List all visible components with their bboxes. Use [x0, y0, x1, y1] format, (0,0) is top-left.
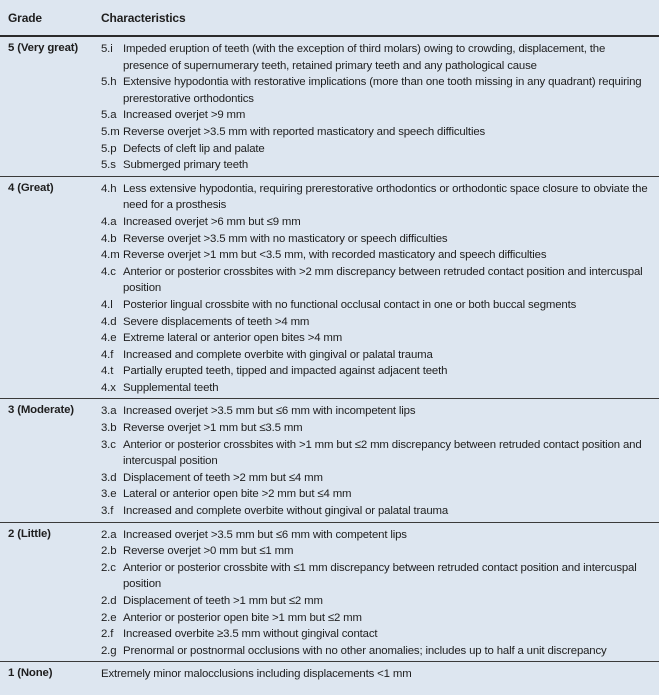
item-code: 4.b [101, 232, 117, 245]
item-text: Increased and complete overbite with gingival or palatal trauma [123, 348, 433, 361]
item-code: 2.e [101, 611, 117, 624]
item-text: Lateral or anterior open bite >2 mm but ≤4 mm [123, 488, 352, 501]
list-item [101, 74, 653, 107]
list-item [101, 124, 653, 141]
item-code: 5.s [101, 159, 116, 172]
list-item [101, 231, 653, 248]
item-code: 2.g [101, 644, 117, 657]
item-code: 4.m [101, 249, 120, 262]
list-item [101, 347, 653, 364]
list-item [101, 181, 653, 214]
item-code: 4.d [101, 315, 117, 328]
item-text: Increased and complete overbite without gingival or palatal trauma [123, 505, 449, 518]
item-text: Severe displacements of teeth >4 mm [123, 315, 310, 328]
characteristics-cell [101, 527, 659, 660]
list-item [101, 593, 653, 610]
list-item [101, 314, 653, 331]
item-code: 4.h [101, 182, 117, 195]
item-code: 3.b [101, 422, 117, 435]
item-text: Prenormal or postnormal occlusions with no other anomalies; includes up to half a unit discrepancy [123, 644, 607, 657]
list-item [101, 247, 653, 264]
list-item [101, 214, 653, 231]
list-item [101, 107, 653, 124]
grade-label: 5 (Very great) [8, 42, 79, 54]
grade-row-5 [0, 37, 659, 177]
item-text: Extreme lateral or anterior open bites >4 mm [123, 332, 343, 345]
item-code: 4.x [101, 381, 116, 394]
item-text: Increased overjet >6 mm but ≤9 mm [123, 215, 301, 228]
item-text: Anterior or posterior crossbites with >1 mm but ≤2 mm discrepancy between retruded contact position and intercuspal position [123, 438, 642, 468]
item-text: Reverse overjet >0 mm but ≤1 mm [123, 545, 294, 558]
list-item [101, 363, 653, 380]
item-text: Increased overbite ≥3.5 mm without gingival contact [123, 628, 378, 641]
grade-label: 1 (None) [8, 667, 53, 680]
item-code: 2.f [101, 628, 114, 641]
item-code: 2.b [101, 545, 117, 558]
item-code: 4.e [101, 332, 117, 345]
grade-row-4 [0, 177, 659, 400]
characteristics-cell [101, 41, 659, 174]
item-code: 5.p [101, 142, 117, 155]
list-item [101, 157, 653, 174]
item-text: Increased overjet >3.5 mm but ≤6 mm with competent lips [123, 528, 407, 541]
item-text: Impeded eruption of teeth (with the exception of third molars) owing to crowding, displacement, the presence of supernumerary teeth, retained primary teeth and any pathological cause [123, 43, 606, 72]
header-grade: Grade [8, 10, 42, 25]
item-code: 4.c [101, 265, 116, 278]
item-text: Posterior lingual crossbite with no functional occlusal contact in one or both buccal segments [123, 298, 577, 311]
item-text: Displacement of teeth >1 mm but ≤2 mm [123, 595, 323, 607]
list-item [101, 470, 653, 487]
item-code: 3.c [101, 438, 116, 451]
item-code: 5.h [101, 76, 117, 89]
item-text: Reverse overjet >1 mm but <3.5 mm, with recorded masticatory and speech difficulties [123, 249, 547, 262]
item-code: 4.t [101, 365, 114, 378]
characteristics-cell [101, 403, 659, 519]
table-header [0, 0, 659, 37]
item-code: 3.f [101, 505, 114, 518]
list-item [101, 643, 653, 660]
item-text: Less extensive hypodontia, requiring prerestorative orthodontics or orthodontic space closure to obviate the need for a prosthesis [123, 182, 648, 212]
list-item [101, 297, 653, 314]
grade-row-1 [0, 662, 659, 685]
item-text: Displacement of teeth >2 mm but ≤4 mm [123, 471, 323, 484]
item-code: 2.c [101, 561, 116, 574]
list-item [101, 543, 653, 560]
list-item [101, 486, 653, 503]
grade-row-2 [0, 523, 659, 663]
item-code: 3.e [101, 488, 117, 501]
item-code: 4.l [101, 298, 113, 311]
characteristics-cell [101, 181, 659, 397]
list-item [101, 560, 653, 593]
item-text: Partially erupted teeth, tipped and impacted against adjacent teeth [123, 365, 448, 378]
list-item [101, 610, 653, 627]
item-code: 2.d [101, 595, 117, 607]
item-text: Anterior or posterior open bite >1 mm but ≤2 mm [123, 611, 362, 624]
item-code: 2.a [101, 528, 117, 541]
item-text: Supplemental teeth [123, 381, 219, 394]
list-item [101, 527, 653, 544]
item-text: Anterior or posterior crossbite with ≤1 mm discrepancy between retruded contact position and intercuspal position [123, 561, 637, 591]
list-item [101, 437, 653, 470]
grade-1-description: Extremely minor malocclusions including displacements <1 mm [101, 668, 412, 681]
list-item [101, 141, 653, 158]
item-code: 5.a [101, 109, 117, 122]
list-item [101, 503, 653, 520]
item-text: Reverse overjet >3.5 mm with reported masticatory and speech difficulties [123, 125, 486, 138]
item-text: Anterior or posterior crossbites with >2 mm discrepancy between retruded contact position and intercuspal position [123, 265, 643, 295]
item-text: Extensive hypodontia with restorative implications (more than one tooth missing in any quadrant) requiring prerestorative orthodontics [123, 76, 642, 105]
list-item [101, 41, 653, 74]
item-text: Reverse overjet >1 mm but ≤3.5 mm [123, 422, 303, 435]
item-code: 5.m [101, 125, 120, 138]
characteristics-cell [101, 666, 659, 683]
item-text: Submerged primary teeth [123, 159, 249, 172]
list-item [101, 330, 653, 347]
item-text: Reverse overjet >3.5 mm with no masticatory or speech difficulties [123, 232, 448, 245]
item-text: Defects of cleft lip and palate [123, 142, 265, 155]
item-code: 3.a [101, 405, 117, 418]
grade-label: 4 (Great) [8, 181, 54, 194]
item-code: 3.d [101, 471, 117, 484]
list-item [101, 264, 653, 297]
list-item [101, 403, 653, 420]
grade-label: 2 (Little) [8, 527, 51, 540]
grade-label: 3 (Moderate) [8, 404, 74, 417]
item-code: 4.a [101, 215, 117, 228]
item-code: 5.i [101, 43, 113, 55]
list-item [101, 420, 653, 437]
list-item [101, 626, 653, 643]
item-text: Increased overjet >3.5 mm but ≤6 mm with incompetent lips [123, 405, 416, 418]
item-code: 4.f [101, 348, 114, 361]
grade-row-3 [0, 399, 659, 522]
list-item [101, 380, 653, 397]
header-characteristics: Characteristics [101, 10, 186, 25]
item-text: Increased overjet >9 mm [123, 109, 246, 122]
